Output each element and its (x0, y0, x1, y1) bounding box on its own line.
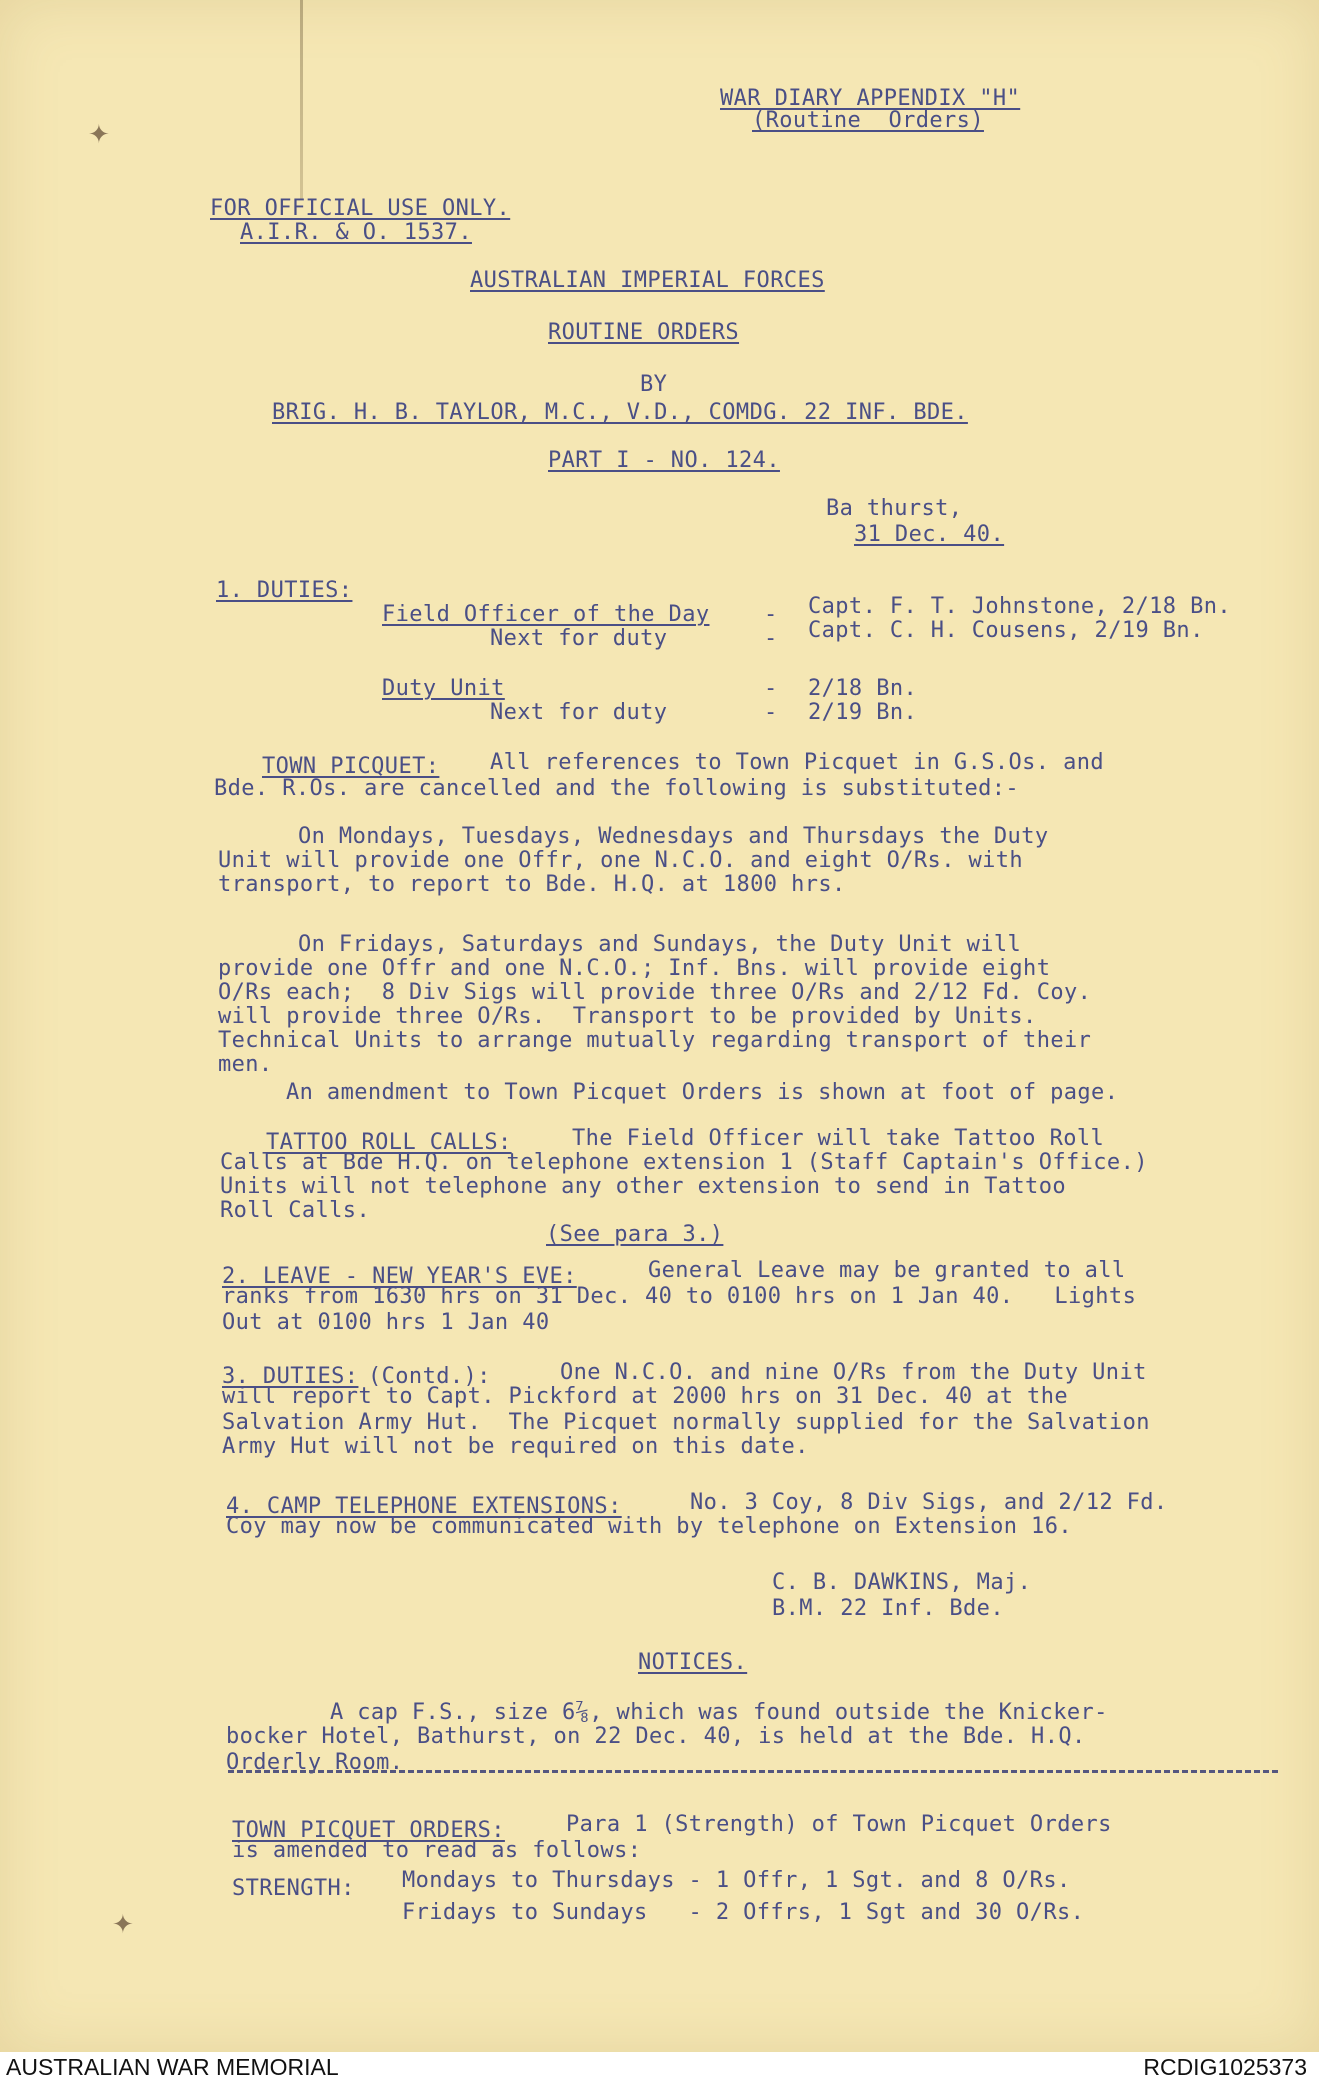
duties-heading: 1. DUTIES: (216, 578, 353, 603)
duty-label: Next for duty (490, 700, 668, 725)
picquet-orders-heading: TOWN PICQUET ORDERS: (232, 1818, 505, 1843)
appendix-subtitle: (Routine Orders) (752, 108, 984, 133)
pin-hole-icon: ✦ (112, 1910, 134, 1940)
appendix-title: WAR DIARY APPENDIX "H" (720, 86, 1021, 111)
body-line: One N.C.O. and nine O/Rs from the Duty Unit (560, 1360, 1147, 1385)
order-date: 31 Dec. 40. (854, 522, 1005, 547)
duty-dash: - (764, 700, 778, 725)
leave-heading: 2. LEAVE - NEW YEAR'S EVE: (222, 1264, 577, 1289)
place: Ba thurst, (826, 496, 963, 521)
duty-dash: - (764, 676, 778, 701)
dashed-separator (228, 1770, 1278, 1773)
strength-row: Mondays to Thursdays - 1 Offr, 1 Sgt. and 8 O/Rs. (402, 1868, 1071, 1893)
body-line: Calls at Bde H.Q. on telephone extension 1 (Staff Captain's Office.) (220, 1150, 1148, 1175)
body-line: Units will not telephone any other extension to send in Tattoo (220, 1174, 1066, 1199)
body-line: Salvation Army Hut. The Picquet normally supplied for the Salvation (222, 1410, 1150, 1435)
duty-dash: - (764, 602, 778, 627)
body-line: Coy may now be communicated with by telephone on Extension 16. (226, 1514, 1072, 1539)
body-line: A cap F.S., size 6⅞, which was found outside the Knicker- (330, 1700, 1108, 1725)
body-line: O/Rs each; 8 Div Sigs will provide three O/Rs and 2/12 Fd. Coy. (218, 980, 1092, 1005)
body-line: provide one Offr and one N.C.O.; Inf. Bns. will provide eight (218, 956, 1051, 981)
body-line: will report to Capt. Pickford at 2000 hrs on 31 Dec. 40 at the (222, 1384, 1068, 1409)
body-line: On Mondays, Tuesdays, Wednesdays and Thursdays the Duty (298, 824, 1049, 849)
duty-value: Capt. C. H. Cousens, 2/19 Bn. (808, 618, 1204, 643)
official-use-notice: FOR OFFICIAL USE ONLY. (210, 196, 511, 221)
by-label: BY (640, 372, 668, 397)
body-line: transport, to report to Bde. H.Q. at 1800 hrs. (218, 872, 846, 897)
body-line: is amended to read as follows: (232, 1838, 642, 1863)
amendment-note: An amendment to Town Picquet Orders is shown at foot of page. (286, 1080, 1119, 1105)
body-line: bocker Hotel, Bathurst, on 22 Dec. 40, is held at the Bde. H.Q. (226, 1724, 1086, 1749)
duty-dash: - (764, 626, 778, 651)
force-name: AUSTRALIAN IMPERIAL FORCES (470, 268, 825, 293)
paper-fold-line (300, 0, 303, 200)
contd-label: (Contd.): (368, 1364, 491, 1389)
duties-contd-heading: 3. DUTIES: (222, 1364, 359, 1389)
strength-row: Fridays to Sundays - 2 Offrs, 1 Sgt and 30 O/Rs. (402, 1900, 1085, 1925)
duty-value: 2/18 Bn. (808, 676, 918, 701)
strength-label: STRENGTH: (232, 1876, 355, 1901)
body-line: Para 1 (Strength) of Town Picquet Orders (566, 1812, 1112, 1837)
body-line: General Leave may be granted to all (648, 1258, 1126, 1283)
body-line: Roll Calls. (220, 1198, 371, 1223)
orders-title: ROUTINE ORDERS (548, 320, 740, 345)
town-picquet-heading: TOWN PICQUET: (262, 754, 440, 779)
pin-hole-icon: ✦ (88, 120, 110, 150)
body-line: Army Hut will not be required on this date. (222, 1434, 809, 1459)
duty-label: Duty Unit (382, 676, 505, 701)
part-number: PART I - NO. 124. (548, 448, 780, 473)
body-line: The Field Officer will take Tattoo Roll (572, 1126, 1105, 1151)
archive-reference: RCDIG1025373 (1143, 2054, 1307, 2080)
body-line: men. (218, 1052, 273, 1077)
body-line: will provide three O/Rs. Transport to be provided by Units. (218, 1004, 1037, 1029)
body-line: All references to Town Picquet in G.S.Os. and (490, 750, 1105, 775)
signatory-title: B.M. 22 Inf. Bde. (772, 1596, 1004, 1621)
body-line: Bde. R.Os. are cancelled and the following is substituted:- (214, 776, 1020, 801)
body-line: On Fridays, Saturdays and Sundays, the Duty Unit will (298, 932, 1022, 957)
body-line: No. 3 Coy, 8 Div Sigs, and 2/12 Fd. (690, 1490, 1168, 1515)
body-line: Technical Units to arrange mutually regarding transport of their (218, 1028, 1092, 1053)
body-line: Orderly Room. (226, 1750, 404, 1775)
body-line: Unit will provide one Offr, one N.C.O. and eight O/Rs. with (218, 848, 1024, 873)
signatory-name: C. B. DAWKINS, Maj. (772, 1570, 1032, 1595)
body-line: Out at 0100 hrs 1 Jan 40 (222, 1310, 550, 1335)
tattoo-heading: TATTOO ROLL CALLS: (266, 1130, 512, 1155)
duty-value: 2/19 Bn. (808, 700, 918, 725)
notices-heading: NOTICES. (638, 1650, 748, 1675)
duty-label: Field Officer of the Day (382, 602, 710, 627)
commander-line: BRIG. H. B. TAYLOR, M.C., V.D., COMDG. 22 INF. BDE. (272, 400, 968, 425)
see-para-note: (See para 3.) (546, 1222, 724, 1247)
archive-credit: AUSTRALIAN WAR MEMORIAL (6, 2054, 339, 2080)
duty-value: Capt. F. T. Johnstone, 2/18 Bn. (808, 594, 1231, 619)
body-line: ranks from 1630 hrs on 31 Dec. 40 to 0100 hrs on 1 Jan 40. Lights (222, 1284, 1137, 1309)
telephone-heading: 4. CAMP TELEPHONE EXTENSIONS: (226, 1494, 622, 1519)
duty-label: Next for duty (490, 626, 668, 651)
form-reference: A.I.R. & O. 1537. (240, 220, 472, 245)
